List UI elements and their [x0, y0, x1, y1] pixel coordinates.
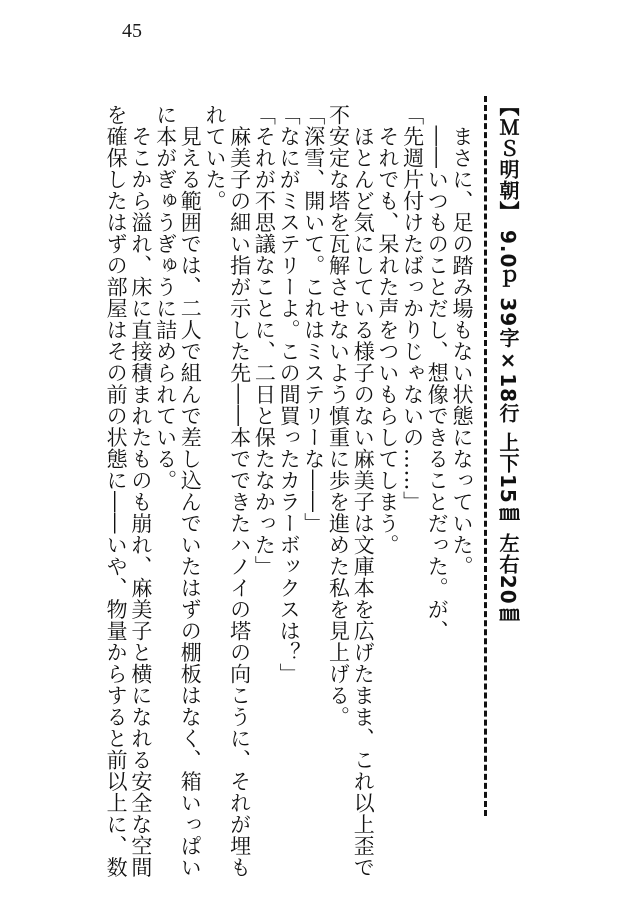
text-line: 「なにがミステリーよ。この間買ったカラーボックスは？」 — [277, 104, 302, 685]
format-spec-label: 【ＭＳ明朝】 9.0ｐ 39字×18行 上下15㎜ 左右20㎜ — [496, 96, 520, 626]
text-line: れていた。 — [202, 104, 227, 212]
text-line: ほとんど気にしている様子のない麻美子は文庫本を広げたまま、これ以上歪で — [351, 104, 376, 878]
text-line: 不安定な塔を瓦解させないよう慎重に歩を進めた私を見上げる。 — [326, 104, 351, 728]
text-line: まさに、足の踏み場もない状態になっていた。 — [450, 104, 474, 577]
page-number: 45 — [122, 20, 142, 42]
text-line: 麻美子の細い指が示した先――本でできたハノイの塔の向こうに、それが埋も — [227, 104, 252, 878]
text-line: ――いつものことだし、想像できることだった。が、 — [425, 104, 450, 642]
text-line: を確保したはずの部屋はその前の状態に――いや、物量からすると前以上に、数 — [104, 104, 129, 878]
novel-text-body — [103, 104, 474, 878]
text-line: それでも、呆れた声をついもらしてしまう。 — [375, 104, 400, 556]
text-line: 「それが不思議なことに、二日と保たなかった」 — [252, 104, 277, 577]
text-line: 「先週片付けたばっかりじゃないの……」 — [400, 104, 425, 513]
text-line: 見える範囲では、二人で組んで差し込んでいたはずの棚板はなく、箱いっぱい — [178, 104, 203, 878]
text-line: に本がぎゅうぎゅうに詰められている。 — [153, 104, 178, 491]
text-line: そこから溢れ、床に直接積まれたものも崩れ、麻美子と横になれる安全な空間 — [128, 104, 153, 878]
text-line: 「深雪、開いて。これはミステリーな――」 — [301, 104, 326, 534]
